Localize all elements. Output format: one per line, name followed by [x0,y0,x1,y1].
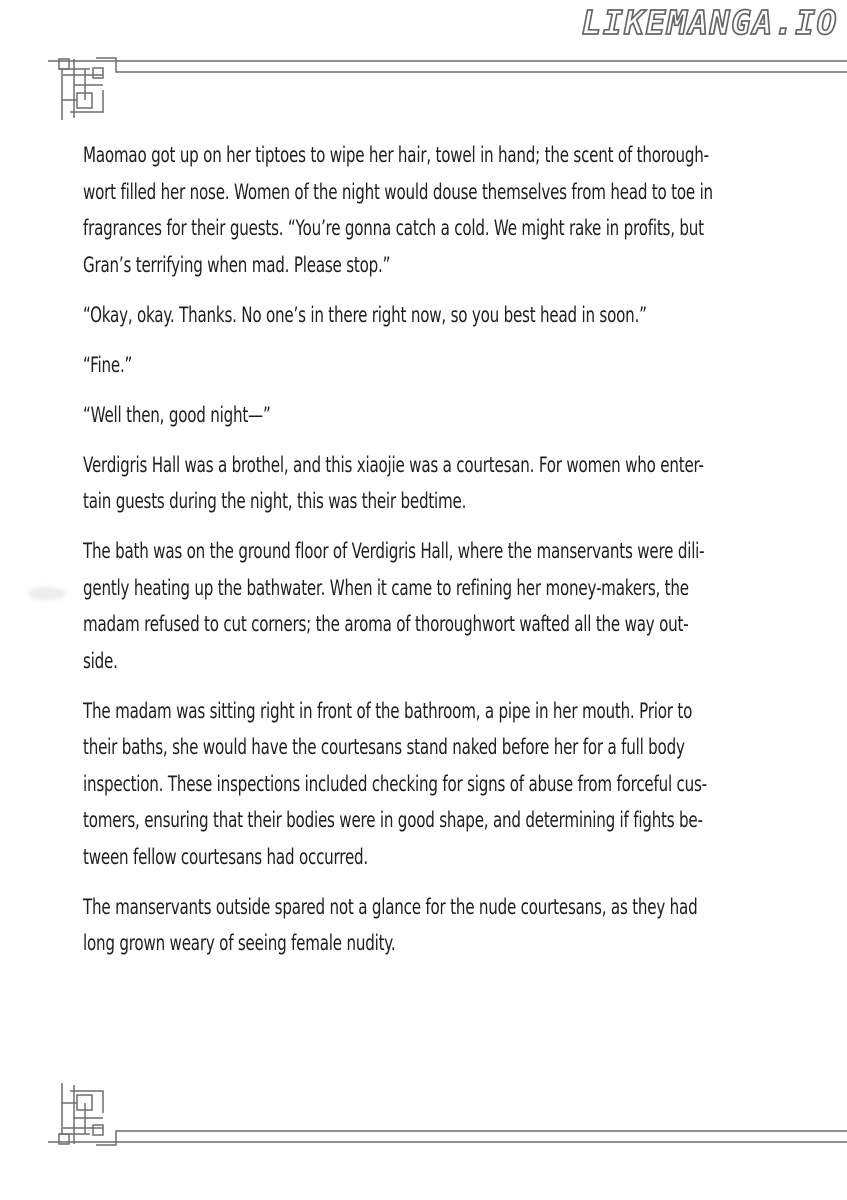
text-line: fragrances for their guests. “You’re gonna catch a cold. We might rake in profits, but [83,216,704,240]
reader-text-block [83,137,773,975]
paragraph [83,889,773,962]
text-line: The madam was sitting right in front of the bathroom, a pipe in her mouth. Prior to [83,698,693,723]
text-line: The bath was on the ground floor of Verdigris Hall, where the manservants were dili- [83,539,705,563]
text-line: Maomao got up on her tiptoes to wipe her hair, towel in hand; the scent of thorough- [83,143,709,167]
paragraph [83,533,773,679]
paragraph [83,397,773,434]
text-line: “Fine.” [83,352,133,377]
text-line: inspection. These inspections included checking for signs of abuse from forceful cus- [83,771,707,796]
text-line: Gran’s terrifying when mad. Please stop.” [83,252,391,277]
site-logo[interactable]: LIKEMANGA.IO [581,3,838,42]
text-line: long grown weary of seeing female nudity. [83,931,396,955]
paragraph [83,137,773,283]
scan-smudge [28,587,66,600]
text-line: Verdigris Hall was a brothel, and this xiaojie was a courtesan. For women who enter- [83,452,704,477]
paragraph [83,347,773,384]
text-line: wort filled her nose. Women of the night would douse themselves from head to toe in [83,179,713,204]
text-line: tween fellow courtesans had occurred. [83,844,369,869]
paragraph [83,447,773,520]
text-line: The manservants outside spared not a glance for the nude courtesans, as they had [83,894,698,919]
text-line: tomers, ensuring that their bodies were in good shape, and determining if fights be- [83,808,703,832]
text-line: “Okay, okay. Thanks. No one’s in there right now, so you best head in soon.” [83,302,647,327]
text-line: tain guests during the night, this was their bedtime. [83,489,467,513]
text-line: madam refused to cut corners; the aroma of thoroughwort wafted all the way out- [83,612,689,636]
text-line: “Well then, good night—” [83,402,271,427]
paragraph [83,693,773,876]
top-border-ornament-icon [0,38,847,123]
text-line: gently heating up the bathwater. When it came to refining her money-makers, the [83,575,689,600]
text-line: their baths, she would have the courtesans stand naked before her for a full body [83,735,685,759]
bottom-border-ornament-icon [0,1080,847,1165]
text-line: side. [83,648,118,673]
paragraph [83,297,773,334]
